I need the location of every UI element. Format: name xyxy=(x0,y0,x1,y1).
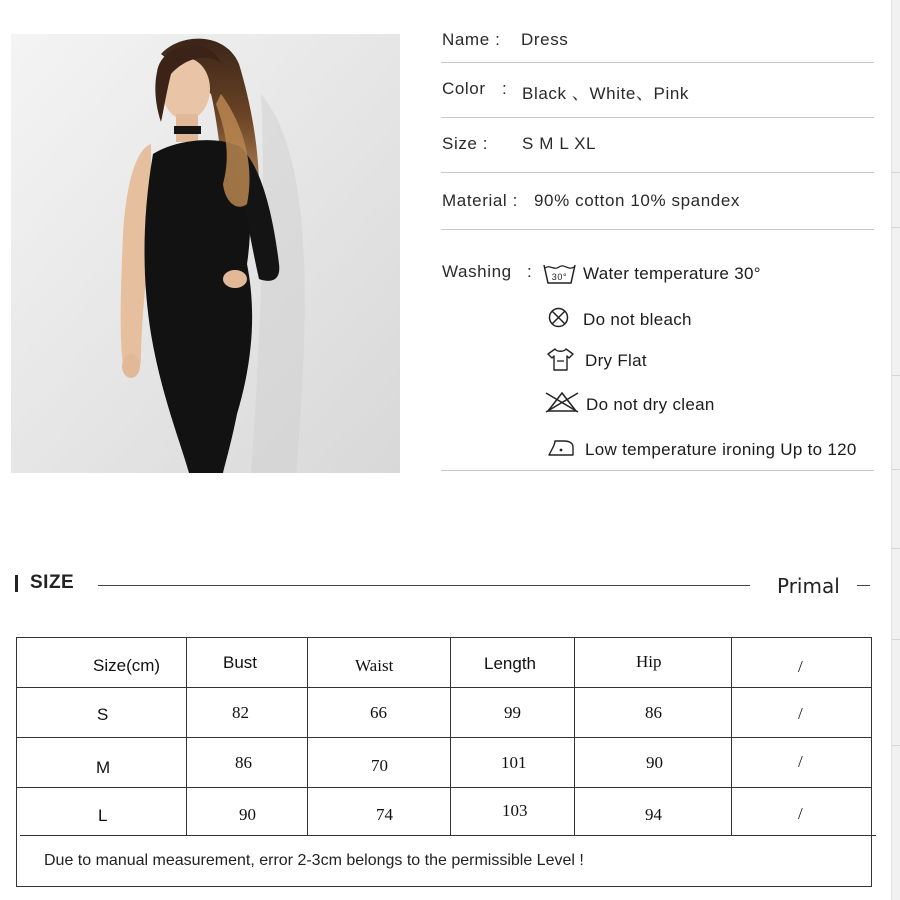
color-value: Black 、White、Pink xyxy=(522,84,690,103)
row-m-extra: / xyxy=(798,752,803,771)
dry-flat-icon xyxy=(547,347,574,371)
row-s-bust: 82 xyxy=(232,703,249,722)
wash-temp-text: Water temperature 30° xyxy=(583,264,761,283)
color-row xyxy=(441,62,874,118)
header-bust: Bust xyxy=(223,653,258,672)
material-label: Material : xyxy=(442,191,518,210)
no-bleach-text: Do not bleach xyxy=(583,310,692,329)
row-m-hip: 90 xyxy=(646,753,663,772)
size-label: Size : xyxy=(442,134,489,153)
right-page-edge xyxy=(891,0,900,900)
row-s-extra: / xyxy=(798,704,803,723)
size-heading-divider xyxy=(98,585,750,586)
size-value: S M L XL xyxy=(522,134,597,153)
header-slash: / xyxy=(798,657,803,676)
row-l-bust: 90 xyxy=(239,805,256,824)
no-dry-clean-text: Do not dry clean xyxy=(586,395,715,414)
size-heading-marker xyxy=(15,575,18,592)
color-colon: : xyxy=(502,79,508,98)
name-value: Dress xyxy=(521,30,569,49)
row-l-hip: 94 xyxy=(645,805,662,824)
no-bleach-icon xyxy=(548,307,569,328)
washing-label: Washing xyxy=(442,262,512,281)
measurement-note: Due to manual measurement, error 2-3cm belongs to the permissible Level ! xyxy=(44,852,584,869)
dry-flat-text: Dry Flat xyxy=(585,351,647,370)
header-length: Length xyxy=(484,654,536,673)
brand-name: Primal xyxy=(777,574,840,598)
color-label: Color xyxy=(442,79,486,98)
washing-row xyxy=(441,229,874,471)
row-l-extra: / xyxy=(798,804,803,823)
row-s-size: S xyxy=(97,705,109,724)
wash-30-icon xyxy=(543,262,576,286)
row-m-size: M xyxy=(96,758,111,777)
name-label: Name : xyxy=(442,30,501,49)
size-heading: SIZE xyxy=(30,572,75,593)
row-m-length: 101 xyxy=(501,753,527,772)
row-l-size: L xyxy=(98,806,108,825)
row-m-bust: 86 xyxy=(235,753,252,772)
header-hip: Hip xyxy=(636,652,662,671)
name-row xyxy=(441,28,874,63)
dress-model-illustration xyxy=(11,34,400,473)
iron-text: Low temperature ironing Up to 120 xyxy=(585,440,857,459)
no-dry-clean-icon xyxy=(545,391,579,413)
row-s-waist: 66 xyxy=(370,703,387,722)
header-size: Size(cm) xyxy=(93,656,161,675)
material-row xyxy=(441,172,874,230)
wash-30-badge: 30° xyxy=(551,272,568,282)
iron-low-icon xyxy=(547,439,575,457)
product-photo xyxy=(11,34,400,473)
row-l-length: 103 xyxy=(502,801,528,820)
header-waist: Waist xyxy=(355,656,394,675)
row-s-length: 99 xyxy=(504,703,521,722)
size-chart-table xyxy=(16,637,872,887)
material-value: 90% cotton 10% spandex xyxy=(534,191,741,210)
washing-colon: : xyxy=(527,262,533,281)
row-s-hip: 86 xyxy=(645,703,662,722)
size-row xyxy=(441,117,874,173)
brand-dash xyxy=(857,585,870,586)
row-m-waist: 70 xyxy=(371,756,388,775)
row-l-waist: 74 xyxy=(376,805,393,824)
